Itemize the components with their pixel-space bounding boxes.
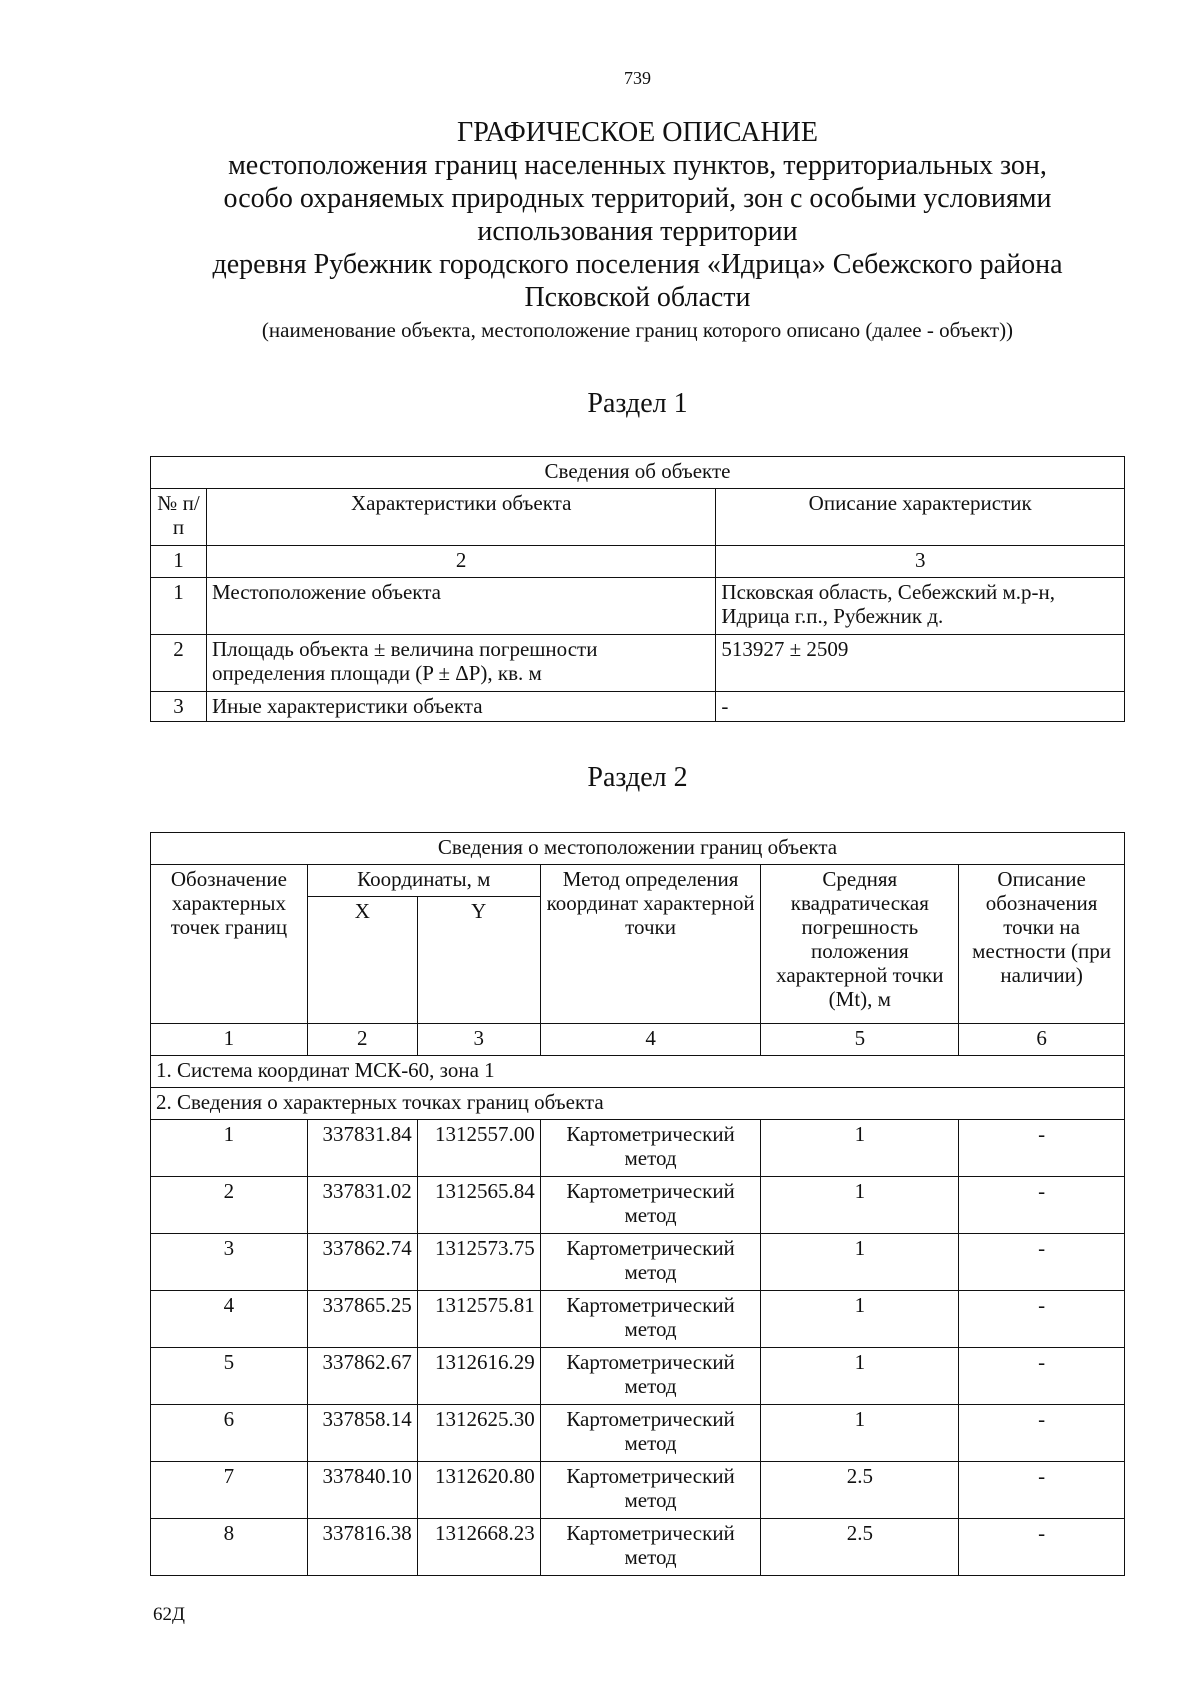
accuracy-cell: 2.5 — [761, 1462, 959, 1519]
column-number: 2 — [206, 546, 715, 578]
accuracy-cell: 1 — [761, 1291, 959, 1348]
point-number-cell: 5 — [151, 1348, 308, 1405]
object-info-table — [150, 456, 1125, 722]
title-line: использования территории — [477, 216, 798, 247]
point-number-cell: 7 — [151, 1462, 308, 1519]
accuracy-cell: 2.5 — [761, 1519, 959, 1576]
y-coordinate-cell: 1312625.30 — [417, 1405, 540, 1462]
point-description-cell: - — [959, 1348, 1125, 1405]
points-section-row: 2. Сведения о характерных точках границ объекта — [151, 1088, 1125, 1120]
y-coordinate-cell: 1312573.75 — [417, 1234, 540, 1291]
table-row — [151, 1291, 1125, 1348]
point-number-cell: 1 — [151, 1120, 308, 1177]
column-header: Характеристики объекта — [206, 489, 715, 546]
row-number: 1 — [151, 578, 207, 635]
accuracy-cell: 1 — [761, 1348, 959, 1405]
column-number: 5 — [761, 1024, 959, 1056]
title-line: местоположения границ населенных пунктов, территориальных зон, — [228, 150, 1047, 181]
title-line: деревня Рубежник городского поселения «Идрица» Себежского района — [212, 249, 1063, 280]
column-number: 1 — [151, 546, 207, 578]
column-number: 3 — [417, 1024, 540, 1056]
method-cell: Картометрический метод — [540, 1348, 761, 1405]
method-cell: Картометрический метод — [540, 1120, 761, 1177]
x-coordinate-cell: 337858.14 — [307, 1405, 417, 1462]
column-header-x: X — [307, 897, 417, 1024]
table-row — [151, 692, 1125, 722]
column-header-y: Y — [417, 897, 540, 1024]
description-cell: - — [716, 692, 1125, 722]
table-row — [151, 1462, 1125, 1519]
x-coordinate-cell: 337816.38 — [307, 1519, 417, 1576]
point-number-cell: 3 — [151, 1234, 308, 1291]
table-row — [151, 635, 1125, 692]
column-header: Описание обозначения точки на местности (при наличии) — [959, 865, 1125, 1024]
point-number-cell: 6 — [151, 1405, 308, 1462]
point-description-cell: - — [959, 1291, 1125, 1348]
point-number-cell: 2 — [151, 1177, 308, 1234]
method-cell: Картометрический метод — [540, 1405, 761, 1462]
points-body — [151, 1120, 1125, 1576]
x-coordinate-cell: 337862.67 — [307, 1348, 417, 1405]
document-title — [150, 116, 1125, 344]
method-cell: Картометрический метод — [540, 1234, 761, 1291]
section2-heading: Раздел 2 — [587, 762, 688, 793]
point-number-cell: 8 — [151, 1519, 308, 1576]
point-description-cell: - — [959, 1519, 1125, 1576]
row-number: 2 — [151, 635, 207, 692]
point-number-cell: 4 — [151, 1291, 308, 1348]
y-coordinate-cell: 1312668.23 — [417, 1519, 540, 1576]
table-row — [151, 1177, 1125, 1234]
table-row — [151, 1120, 1125, 1177]
section1-heading: Раздел 1 — [587, 388, 688, 419]
column-header: № п/п — [151, 489, 207, 546]
column-header: Описание характеристик — [716, 489, 1125, 546]
y-coordinate-cell: 1312565.84 — [417, 1177, 540, 1234]
accuracy-cell: 1 — [761, 1120, 959, 1177]
x-coordinate-cell: 337865.25 — [307, 1291, 417, 1348]
y-coordinate-cell: 1312557.00 — [417, 1120, 540, 1177]
row-number: 3 — [151, 692, 207, 722]
description-cell: Псковская область, Себежский м.р-н, Идрица г.п., Рубежник д. — [716, 578, 1125, 635]
title-caption: (наименование объекта, местоположение границ которого описано (далее - объект)) — [261, 318, 1014, 342]
characteristic-cell: Площадь объекта ± величина погрешности определения площади (P ± ΔP), кв. м — [206, 635, 715, 692]
column-number: 3 — [716, 546, 1125, 578]
title-line: Псковской области — [524, 282, 751, 313]
point-description-cell: - — [959, 1177, 1125, 1234]
point-description-cell: - — [959, 1405, 1125, 1462]
boundary-points-table — [150, 832, 1125, 1576]
x-coordinate-cell: 337831.02 — [307, 1177, 417, 1234]
footer-code: 62Д — [153, 1604, 185, 1625]
y-coordinate-cell: 1312575.81 — [417, 1291, 540, 1348]
column-header: Метод определения координат характерной точки — [540, 865, 761, 1024]
method-cell: Картометрический метод — [540, 1291, 761, 1348]
method-cell: Картометрический метод — [540, 1519, 761, 1576]
table-row — [151, 578, 1125, 635]
table-row — [151, 1348, 1125, 1405]
table-title: Сведения об объекте — [151, 457, 1125, 489]
point-description-cell: - — [959, 1234, 1125, 1291]
column-header: Координаты, м — [307, 865, 540, 897]
characteristic-cell: Иные характеристики объекта — [206, 692, 715, 722]
x-coordinate-cell: 337840.10 — [307, 1462, 417, 1519]
point-description-cell: - — [959, 1462, 1125, 1519]
accuracy-cell: 1 — [761, 1234, 959, 1291]
method-cell: Картометрический метод — [540, 1177, 761, 1234]
method-cell: Картометрический метод — [540, 1462, 761, 1519]
point-description-cell: - — [959, 1120, 1125, 1177]
column-number: 1 — [151, 1024, 308, 1056]
characteristic-cell: Местоположение объекта — [206, 578, 715, 635]
title-line: особо охраняемых природных территорий, зон с особыми условиями — [223, 183, 1052, 214]
y-coordinate-cell: 1312616.29 — [417, 1348, 540, 1405]
x-coordinate-cell: 337831.84 — [307, 1120, 417, 1177]
y-coordinate-cell: 1312620.80 — [417, 1462, 540, 1519]
column-header: Средняя квадратическая погрешность положения характерной точки (Mt), м — [761, 865, 959, 1024]
column-header: Обозначение характерных точек границ — [151, 865, 308, 1024]
column-number: 4 — [540, 1024, 761, 1056]
table-title: Сведения о местоположении границ объекта — [151, 833, 1125, 865]
x-coordinate-cell: 337862.74 — [307, 1234, 417, 1291]
coordinate-system-row: 1. Система координат МСК-60, зона 1 — [151, 1056, 1125, 1088]
page-number: 739 — [624, 68, 651, 88]
column-number: 6 — [959, 1024, 1125, 1056]
accuracy-cell: 1 — [761, 1405, 959, 1462]
description-cell: 513927 ± 2509 — [716, 635, 1125, 692]
accuracy-cell: 1 — [761, 1177, 959, 1234]
table-row — [151, 1519, 1125, 1576]
column-number: 2 — [307, 1024, 417, 1056]
title-main: ГРАФИЧЕСКОЕ ОПИСАНИЕ — [457, 117, 818, 148]
table-row — [151, 1234, 1125, 1291]
table-row — [151, 1405, 1125, 1462]
